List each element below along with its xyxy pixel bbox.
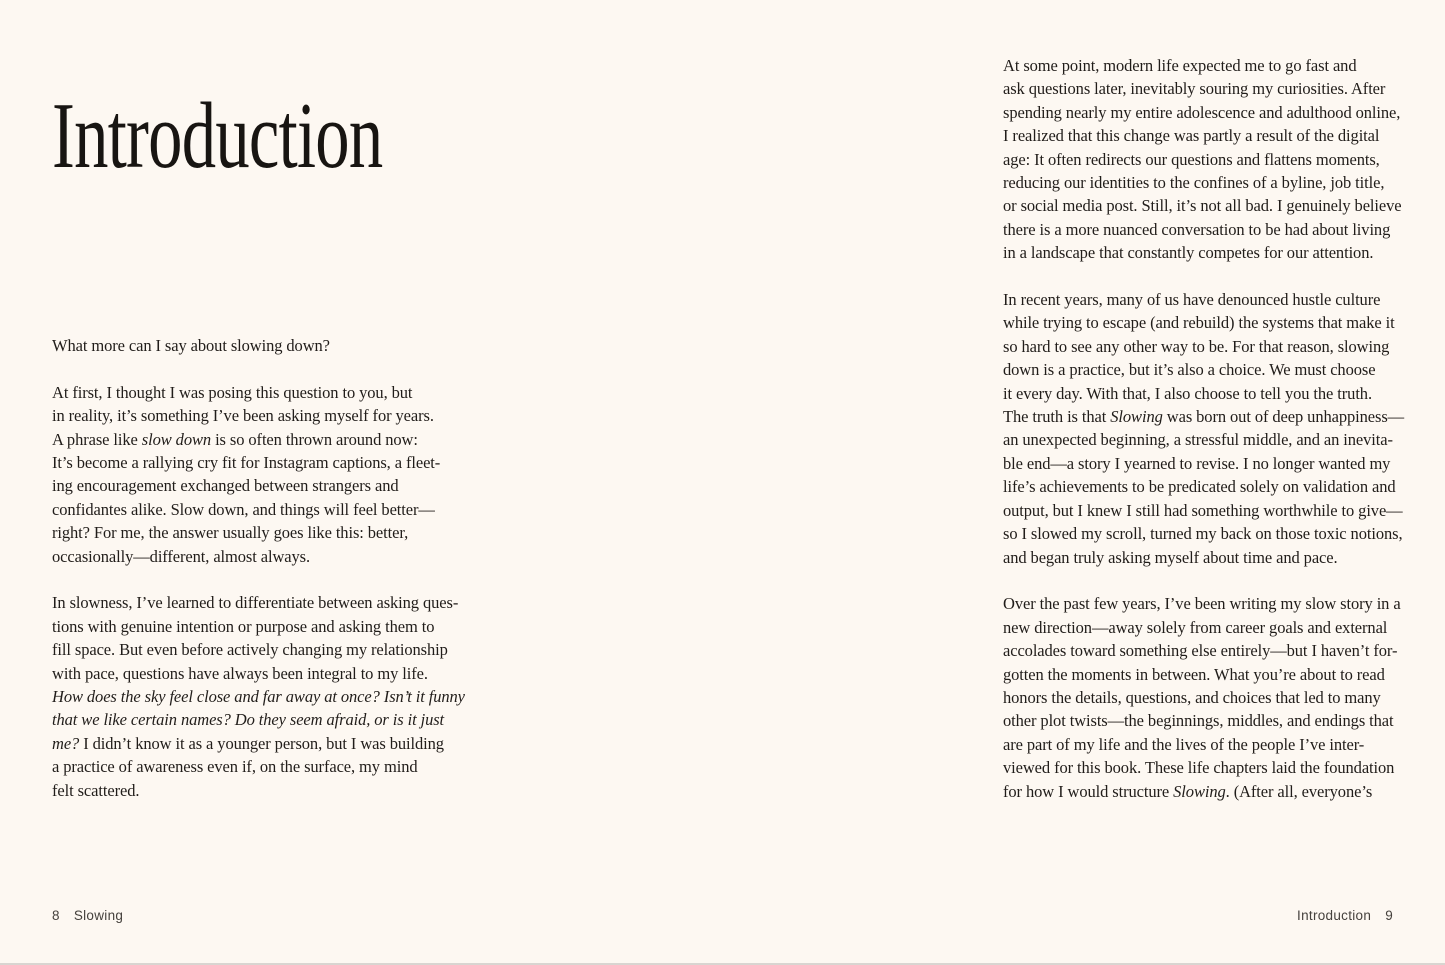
text-line: fill space. But even before actively changing my relationship (52, 640, 448, 660)
text-line: new direction—away solely from career goals and external (1003, 617, 1388, 637)
paragraph (52, 334, 482, 357)
text-line: there is a more nuanced conversation to be had about living (1003, 219, 1391, 239)
text-line: felt scattered. (52, 780, 140, 800)
text-line: confidantes alike. Slow down, and things will feel better— (52, 499, 435, 519)
text-line: It’s become a rallying cry fit for Instagram captions, a fleet- (52, 453, 441, 473)
text-line: life’s achievements to be predicated solely on validation and (1003, 477, 1396, 497)
text-line: right? For me, the answer usually goes like this: better, (52, 523, 409, 543)
text-line: with pace, questions have always been integral to my life. (52, 663, 428, 683)
text-line: viewed for this book. These life chapters laid the foundation (1003, 758, 1395, 778)
text-line: other plot twists—the beginnings, middles, and endings that (1003, 711, 1394, 731)
text-line: are part of my life and the lives of the people I’ve inter- (1003, 734, 1365, 754)
paragraph (1003, 592, 1433, 803)
text-line: me? I didn’t know it as a younger person, but I was building (52, 733, 444, 753)
text-line: reducing our identities to the confines of a byline, job title, (1003, 173, 1385, 193)
paragraph (52, 591, 482, 802)
text-line: In slowness, I’ve learned to differentiate between asking ques- (52, 593, 459, 613)
text-line: I realized that this change was partly a result of the digital (1003, 126, 1380, 146)
text-line: age: It often redirects our questions and flattens moments, (1003, 149, 1380, 169)
text-line: In recent years, many of us have denounced hustle culture (1003, 290, 1381, 310)
text-line: or social media post. Still, it’s not all bad. I genuinely believe (1003, 196, 1402, 216)
running-footer-left: Slowing (73, 908, 124, 923)
text-line: for how I would structure Slowing. (After all, everyone’s (1003, 781, 1373, 801)
text-line: while trying to escape (and rebuild) the systems that make it (1003, 313, 1395, 333)
text-line: gotten the moments in between. What you’re about to read (1003, 664, 1385, 684)
text-line: A phrase like slow down is so often thrown around now: (52, 429, 418, 449)
text-line: an unexpected beginning, a stressful middle, and an inevita- (1003, 430, 1393, 450)
text-line: ask questions later, inevitably souring my curiosities. After (1003, 79, 1386, 99)
text-line: accolades toward something else entirely—but I haven’t for- (1003, 641, 1398, 661)
text-line: spending nearly my entire adolescence and adulthood online, (1003, 102, 1401, 122)
right-footer (1297, 908, 1393, 923)
paragraph (1003, 288, 1433, 569)
text-line: so I slowed my scroll, turned my back on those toxic notions, (1003, 524, 1403, 544)
text-line: and began truly asking myself about time and pace. (1003, 547, 1338, 567)
text-line: At first, I thought I was posing this question to you, but (52, 382, 413, 402)
text-line: How does the sky feel close and far away at once? Isn’t it funny (52, 687, 465, 707)
paragraph (52, 381, 482, 568)
paragraph (1003, 54, 1433, 265)
text-line: output, but I knew I still had something worthwhile to give— (1003, 500, 1403, 520)
text-line: tions with genuine intention or purpose and asking them to (52, 616, 435, 636)
text-line: so hard to see any other way to be. For that reason, slowing (1003, 336, 1390, 356)
text-line: a practice of awareness even if, on the surface, my mind (52, 757, 418, 777)
text-line: in reality, it’s something I’ve been asking myself for years. (52, 406, 434, 426)
left-body-text (52, 334, 482, 802)
text-line: ble end—a story I yearned to revise. I no longer wanted my (1003, 453, 1391, 473)
text-line: honors the details, questions, and choices that led to many (1003, 687, 1381, 707)
left-footer (52, 908, 123, 923)
right-body-text (1003, 54, 1433, 803)
text-line: that we like certain names? Do they seem afraid, or is it just (52, 710, 445, 730)
text-line: The truth is that Slowing was born out of deep unhappiness— (1003, 407, 1405, 427)
text-line: in a landscape that constantly competes for our attention. (1003, 243, 1374, 263)
text-line: At some point, modern life expected me to go fast and (1003, 56, 1357, 75)
text-line: ing encouragement exchanged between strangers and (52, 476, 399, 496)
page-number-right: 9 (1385, 908, 1393, 923)
text-line: occasionally—different, almost always. (52, 546, 310, 566)
chapter-title: Introduction (52, 83, 383, 188)
text-line: it every day. With that, I also choose to tell you the truth. (1003, 383, 1372, 403)
text-line: down is a practice, but it’s also a choice. We must choose (1003, 360, 1376, 380)
running-footer-right: Introduction (1297, 908, 1372, 923)
text-line: What more can I say about slowing down? (52, 336, 330, 355)
text-line: Over the past few years, I’ve been writing my slow story in a (1003, 594, 1401, 614)
page-number-left: 8 (52, 908, 60, 923)
